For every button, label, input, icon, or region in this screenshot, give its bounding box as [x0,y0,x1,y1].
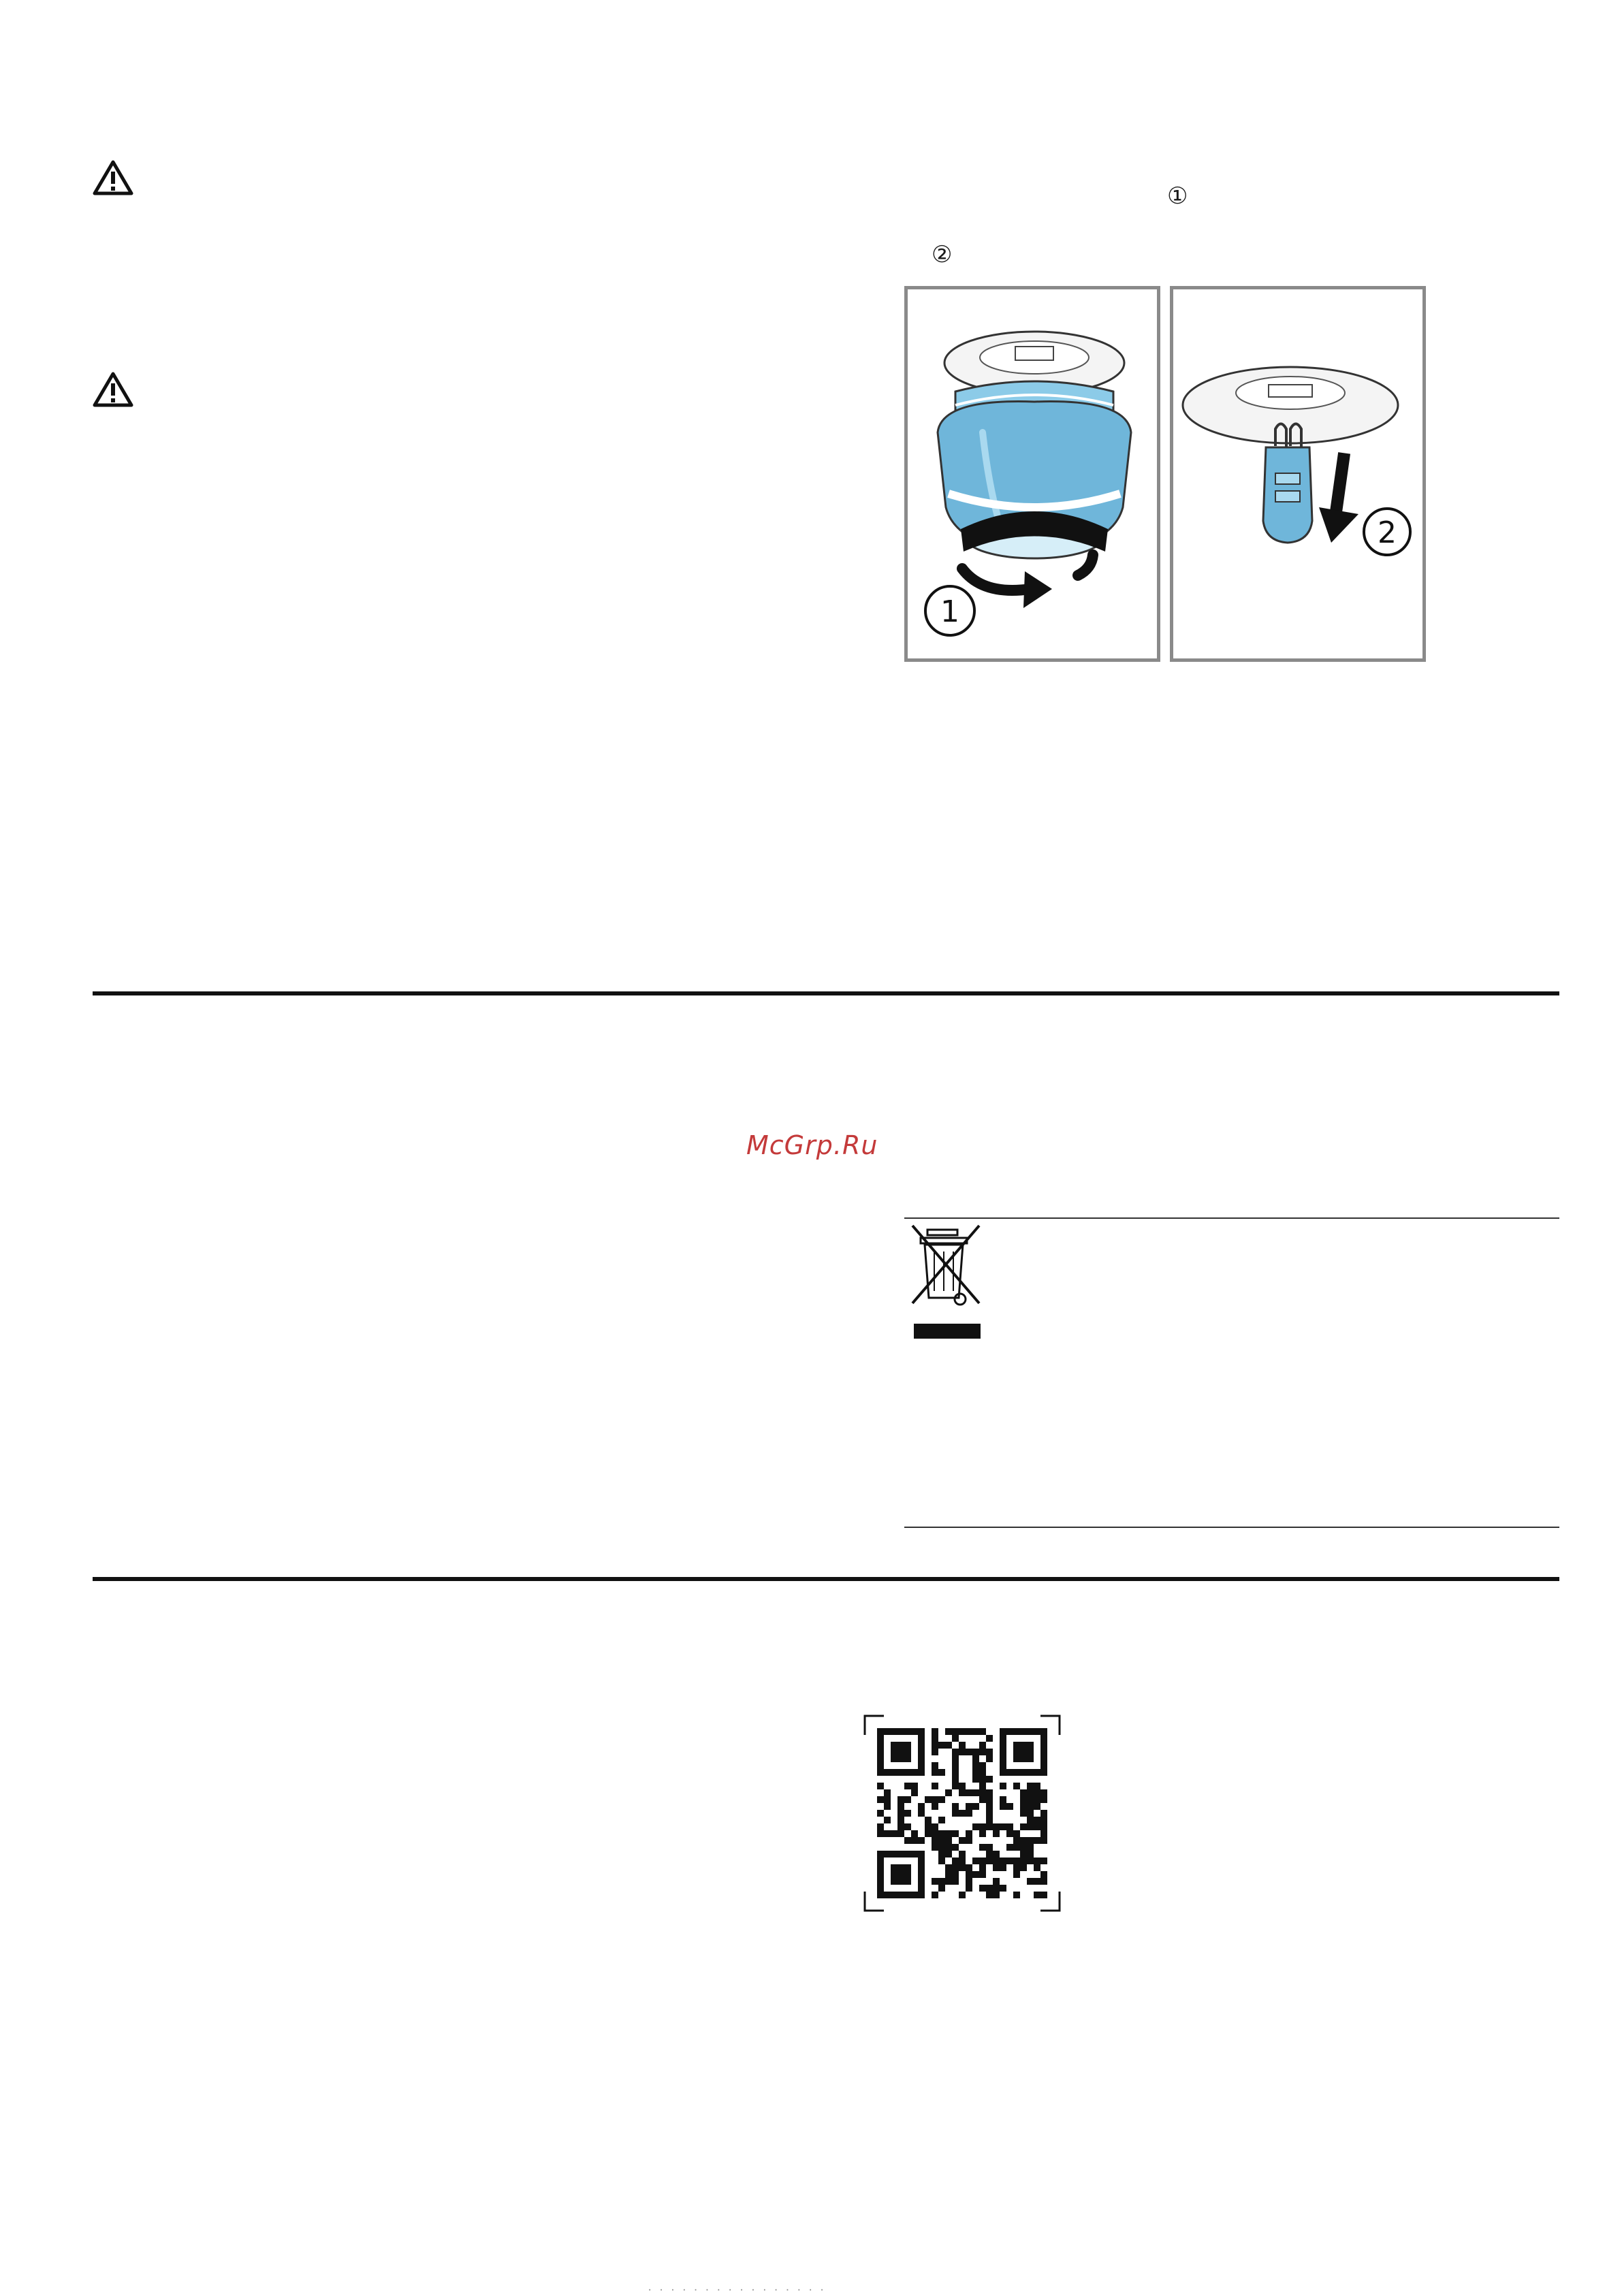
disposal-box-bottom-rule [904,1527,1559,1528]
section-divider [93,991,1559,995]
qr-code-modules [877,1728,1047,1898]
illustration-panel-remove-bulb [1170,286,1426,662]
section-divider [93,1577,1559,1581]
qr-code-icon [863,1715,1061,1912]
bulb-removal-illustration [1173,289,1422,658]
step-marker-two: ② [932,241,953,268]
lamp-cover-unscrew-illustration [908,289,1157,658]
watermark: McGrp.Ru [746,1130,878,1160]
warning-triangle-icon [93,159,133,196]
panel-two-number: 2 [1378,515,1397,550]
step-marker-one: ① [1167,182,1188,210]
crossed-out-wheelie-bin-icon [908,1223,985,1340]
panel-one-number: 1 [940,594,959,629]
warning-triangle-icon [93,371,133,408]
footer-mark: · · · · · · · · · · · · · · · · [647,2285,825,2296]
disposal-box-top-rule [904,1217,1559,1219]
illustration-panel-unscrew-cover [904,286,1160,662]
